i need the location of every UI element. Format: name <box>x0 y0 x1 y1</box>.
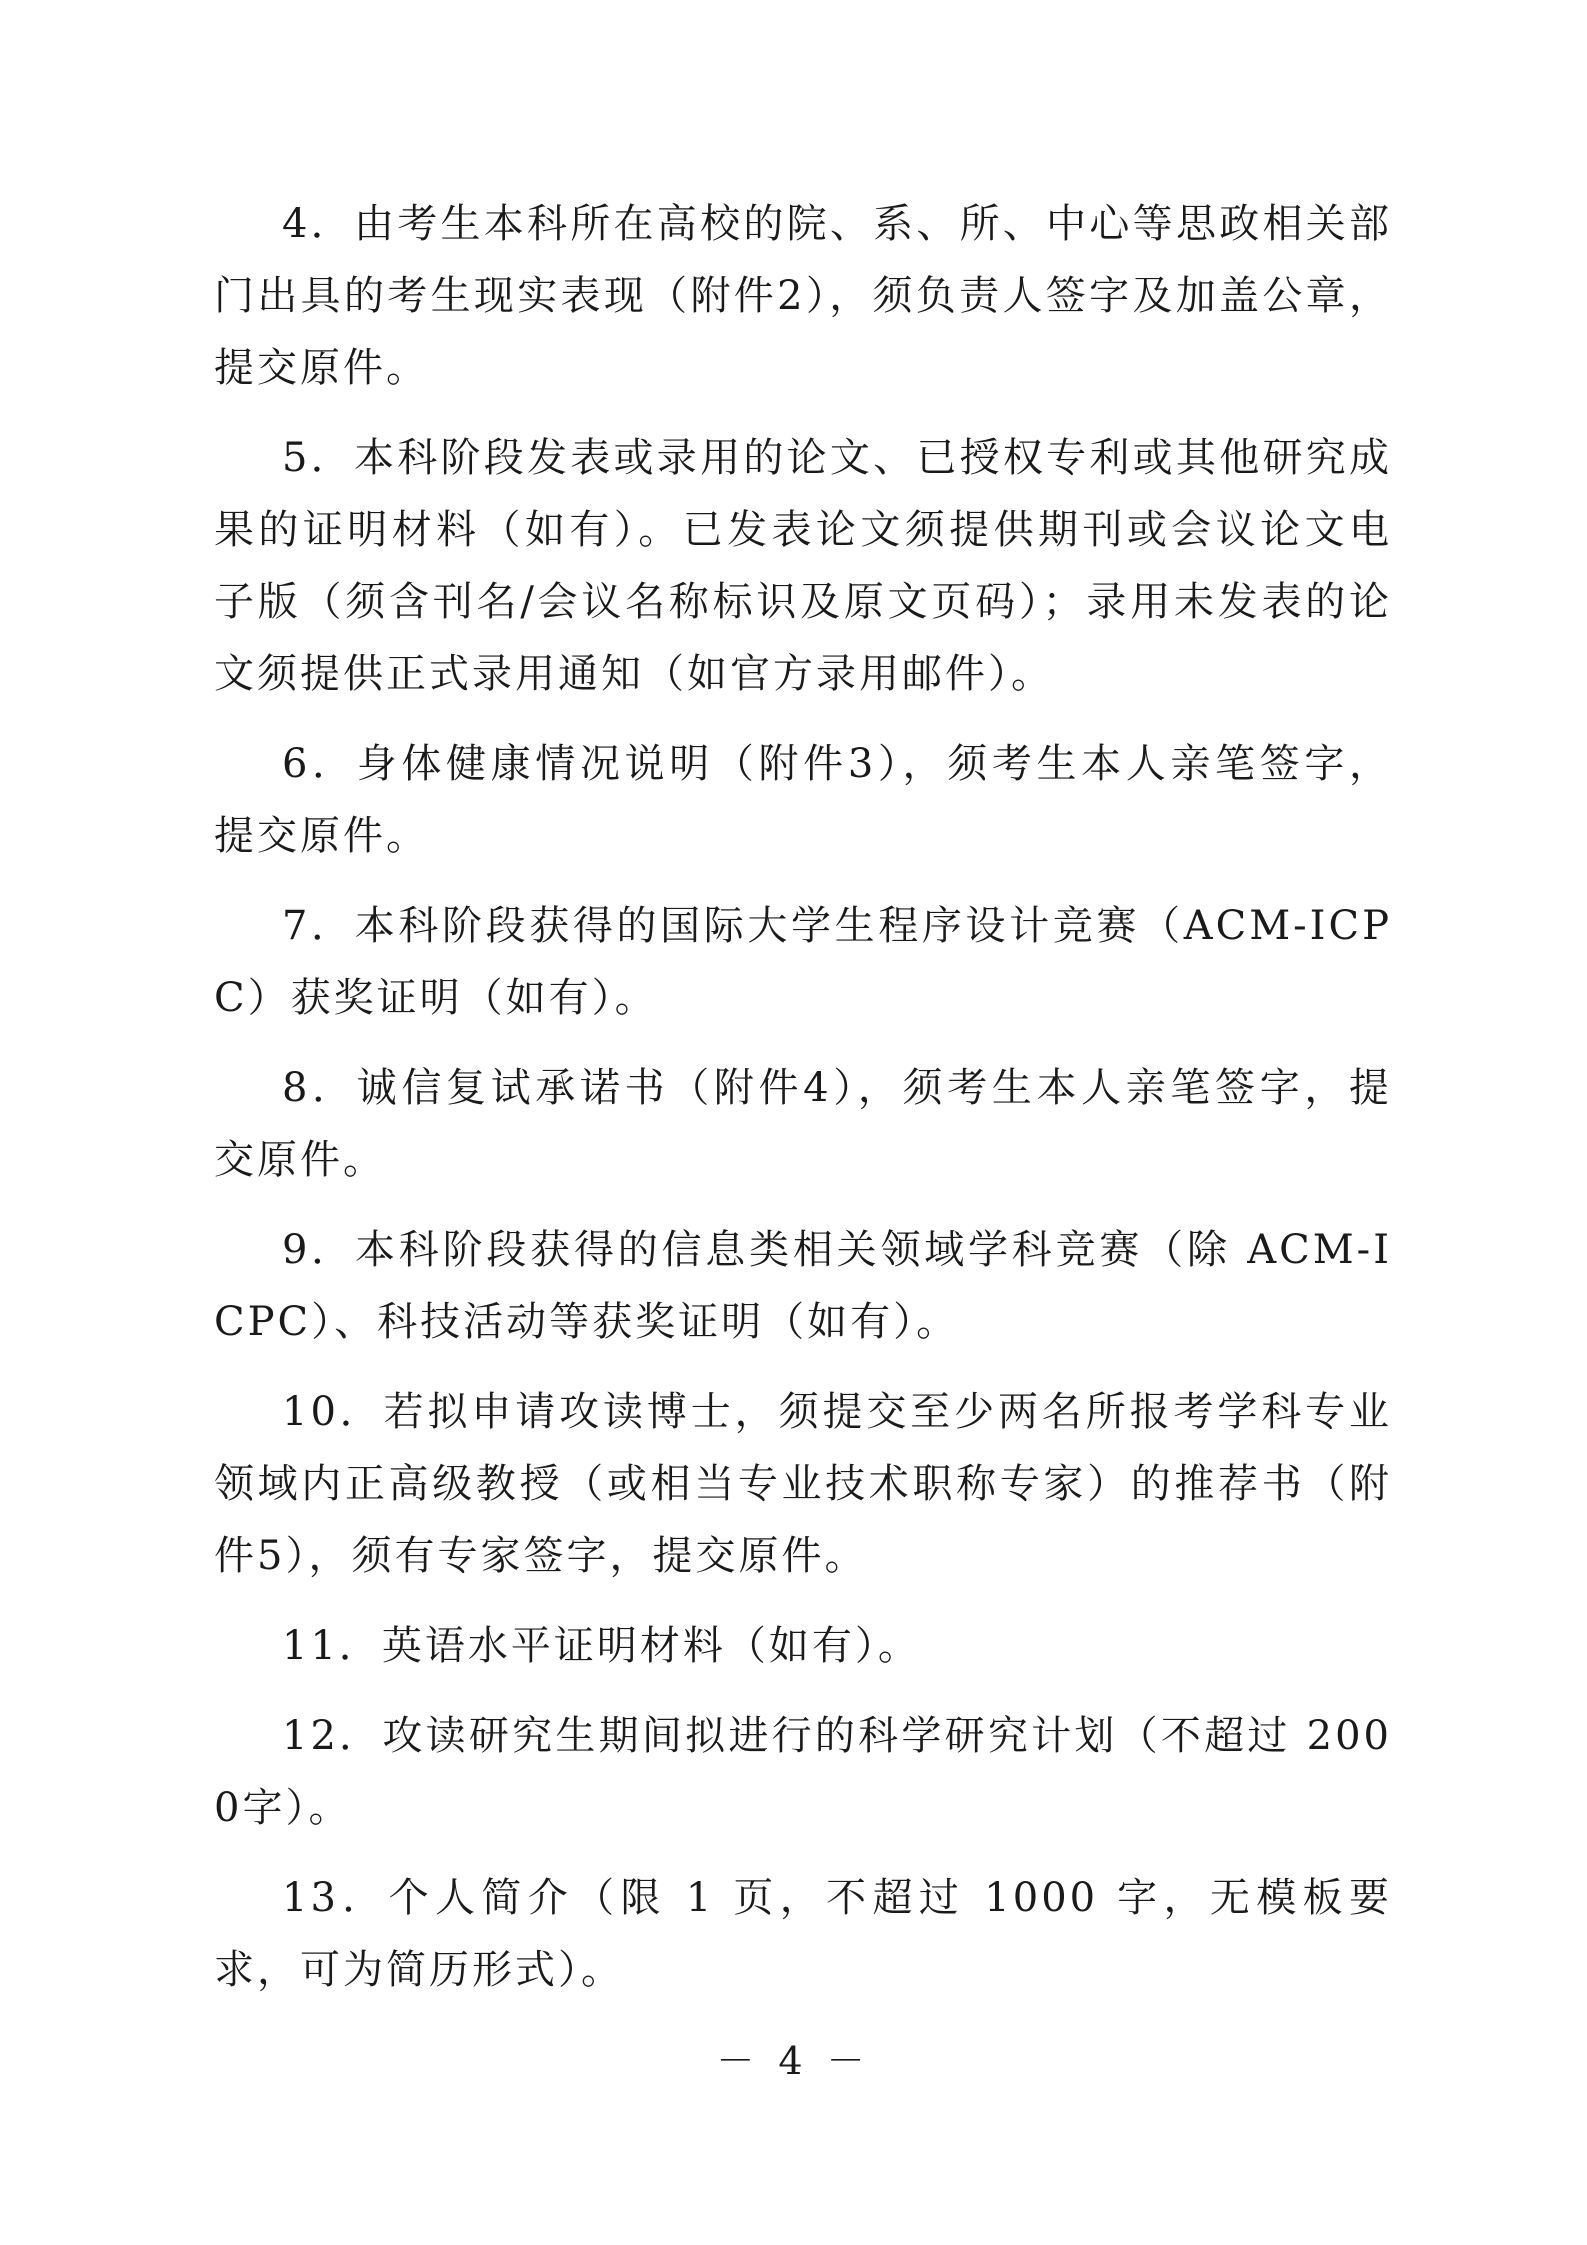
list-item-10: 10．若拟申请攻读博士，须提交至少两名所报考学科专业领域内正高级教授（或相当专业技术职称专家）的推荐书（附件5），须有专家签字，提交原件。 <box>214 1389 1392 1579</box>
list-item-8: 8．诚信复试承诺书（附件4），须考生本人亲笔签字，提交原件。 <box>214 1065 1392 1183</box>
list-item-11: 11．英语水平证明材料（如有）。 <box>282 1623 921 1669</box>
list-item-4: 4．由考生本科所在高校的院、系、所、中心等思政相关部门出具的考生现实表现（附件2），须负责人签字及加盖公章，提交原件。 <box>214 201 1392 391</box>
list-item-5: 5．本科阶段发表或录用的论文、已授权专利或其他研究成果的证明材料（如有）。已发表论文须提供期刊或会议论文电子版（须含刊名/会议名称标识及原文页码）；录用未发表的论文须提供正式录用通知（如官方录用邮件）。 <box>214 435 1392 697</box>
list-item-12: 12．攻读研究生期间拟进行的科学研究计划（不超过 2000字）。 <box>214 1713 1392 1831</box>
list-item-13: 13．个人简介（限 1 页，不超过 1000 字，无模板要求，可为简历形式）。 <box>214 1875 1392 1993</box>
document-body <box>214 188 1392 2024</box>
list-item-6: 6．身体健康情况说明（附件3），须考生本人亲笔签字，提交原件。 <box>214 741 1392 859</box>
list-item-7: 7．本科阶段获得的国际大学生程序设计竞赛（ACM-ICPC）获奖证明（如有）。 <box>214 903 1392 1021</box>
list-item-9: 9．本科阶段获得的信息类相关领域学科竞赛（除 ACM-ICPC）、科技活动等获奖证明（如有）。 <box>214 1227 1392 1345</box>
page-number: － 4 － <box>716 2039 871 2083</box>
